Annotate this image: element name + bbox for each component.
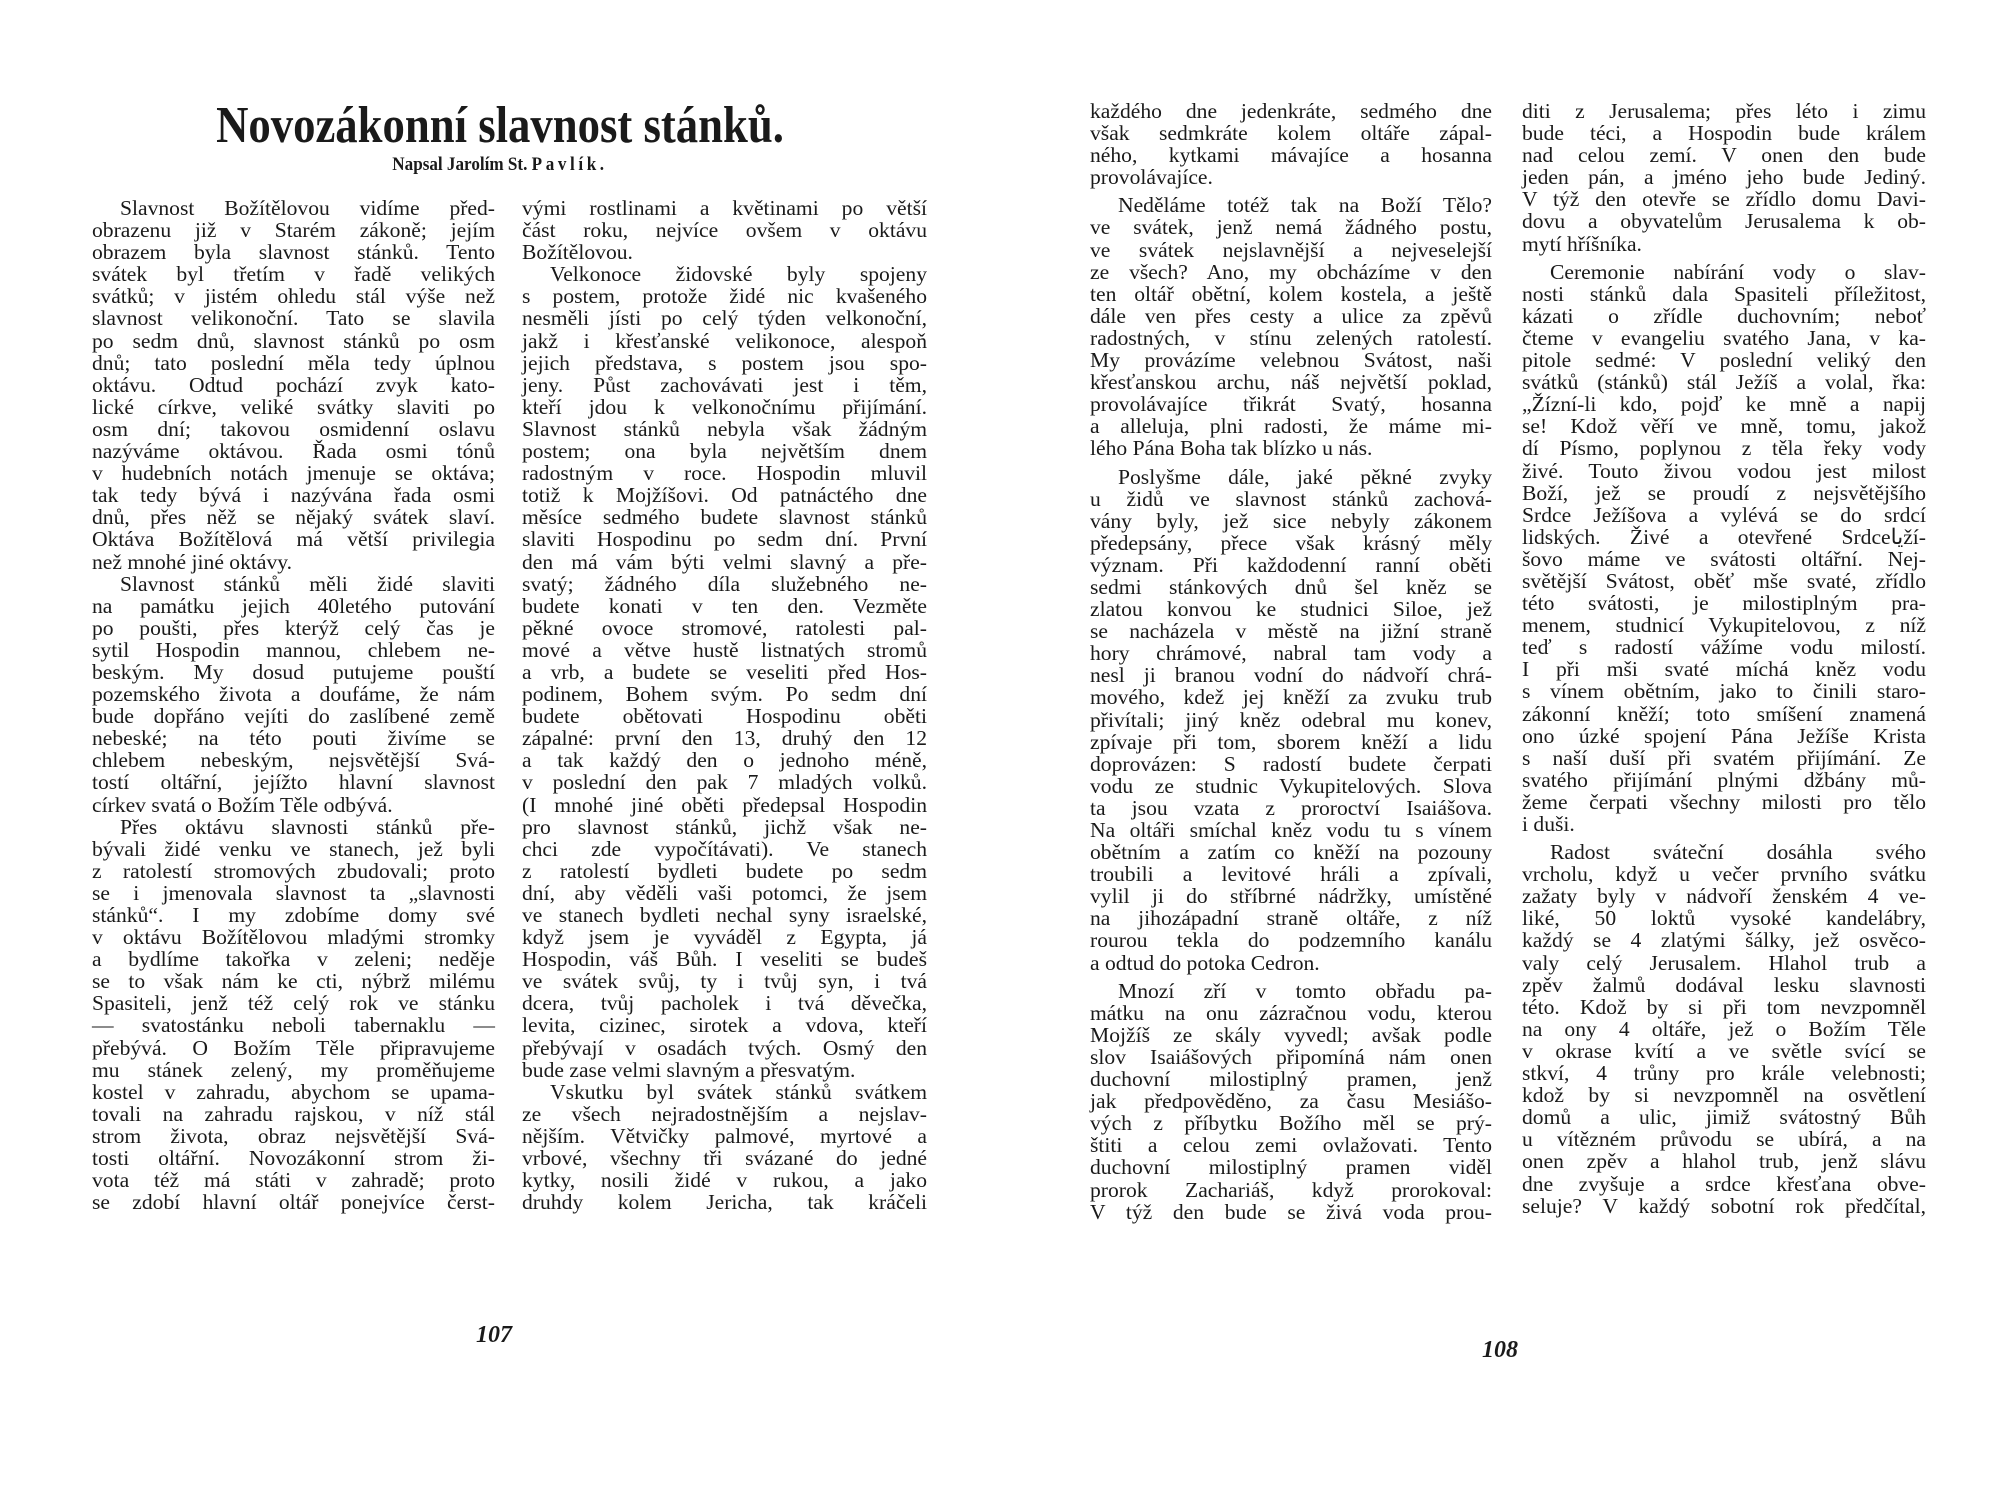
text-line: vota též má státi v zahradě; proto [92,1168,495,1193]
text-line: na jihozápadní straně oltáře, z níž [1090,906,1492,931]
text-line: valy celý Jerusalem. Hlahol trub a [1522,950,1926,975]
text-line: ve stanech bydleti nechal syny israelské, [522,903,927,927]
text-line: lické církve, veliké svátky slaviti po [92,394,495,419]
text-line: s naší duší při svatém přijímání. Ze [1522,745,1926,770]
byline-prefix: Napsal Jarolím St. [392,154,528,175]
text-line: svátek byl třetím v řadě velikých [92,262,495,287]
text-line: menem, studnicí Vykupitelovou, z níž [1522,613,1926,638]
text-line: význam. Při každodenní ranní oběti [1090,552,1492,577]
text-line: bude téci, a Hospodin bude králem [1522,121,1926,146]
text-line: chci zde vypočítávati). Ve stanech [522,836,927,861]
text-line: budete obětovati Hospodinu oběti [522,704,927,729]
text-line: obrazenu již v Starém zákoně; jejím [92,218,495,243]
text-line: s postem, protože židé nic kvašeného [522,284,927,309]
text-line: této. Kdož by si při tom nevzpomněl [1522,994,1926,1019]
text-line: však sedmkráte kolem oltáře zápal- [1090,121,1492,146]
text-line: liké, 50 loktů vysoké kandelábry, [1522,906,1926,931]
text-line: mu stánek zelený, my proměňujeme [92,1057,495,1082]
text-line: a tak každý den o jednoho méně, [522,748,927,773]
page-number: 107 [476,1322,512,1348]
text-line: pro slavnost stánků, jichž však ne- [522,814,927,839]
column-2 [522,197,927,1213]
text-line: se zdobí hlavní oltář ponejvíce čerst- [92,1190,495,1215]
text-line: předepsány, přece však krásný měly [1090,530,1492,555]
text-line: Ceremonie nabírání vody o slav- [1550,259,1926,284]
text-line: jakž i křesťanské velikonoce, alespoň [522,328,927,353]
text-line: teď s radostí vážíme vodu milostí. [1522,635,1926,660]
text-line: vrcholu, když u večer prvního svátku [1522,862,1926,887]
text-line: provolávajíce. [1090,165,1213,190]
text-line: štiti a celou zemi ovlažovati. Tento [1090,1133,1492,1158]
text-line: když jsem je vyváděl z Egypta, já [522,925,927,950]
text-line: Spasiteli, jenž též celý rok ve stánku [92,991,495,1016]
text-line: kázati o zřídle duchovním; neboť [1522,303,1926,328]
text-line: levita, cizinec, sirotek a vdova, kteří [522,1013,927,1038]
text-line: Mojžíš ze skály vyvedl; avšak podle [1090,1022,1492,1047]
text-line: ten oltář obětní, kolem kostela, a ještě [1090,281,1492,306]
text-line: „Žízní-li kdo, pojď ke mně a napij [1522,392,1926,417]
article-title: Novozákonní slavnost stánků. [216,97,784,154]
page-108 [1005,0,2010,1500]
text-line: Velkonoce židovské byly spojeny [550,262,927,287]
text-line: prorok Zachariáš, když prorokoval: [1090,1177,1492,1202]
text-line: ve svátek nejslavnější a nejveselejší [1090,237,1492,262]
column-1 [92,197,495,1213]
text-line: nazýváme oktávou. Řada osmi tónů [92,439,495,464]
text-line: beským. My dosud putujeme pouští [92,659,495,684]
text-line: jeny. Půst zachovávati jest i těm, [522,372,927,397]
text-line: mového, kdež jej kněží za zvuku trub [1090,685,1492,710]
column-4 [1522,100,1926,1217]
text-line: slavnost velikonoční. Tato se slavila [92,306,495,331]
text-line: seluje? V každý sobotní rok předčítal, [1522,1193,1926,1218]
text-line: bývali židé venku ve stanech, jež byli [92,836,495,861]
text-line: v hudebních notách jmenuje se oktáva; [92,461,495,486]
text-line: I při mši svaté míchá kněz vodu [1522,657,1926,682]
text-line: tak tedy bývá i nazývána řada osmi [92,483,495,508]
text-line: nesl ji branou vodní do nádvoří chrá- [1090,663,1492,688]
text-line: světější Svátost, oběť mše svaté, zřídlo [1522,568,1926,593]
text-line: dní, aby věděli vaši potomci, že jsem [522,880,927,905]
text-line: sytil Hospodin mannou, chlebem ne- [92,637,495,662]
text-line: u židů ve slavnost stánků zachová- [1090,486,1492,511]
text-line: duchovní milostiplný pramen, jenž [1090,1067,1492,1092]
text-line: pozemského života a doufáme, že nám [92,682,495,707]
text-line: Slavnost Božítělovou vidíme před- [120,196,495,220]
text-line: ného, kytkami mávajíce a hosanna [1090,143,1492,168]
text-line: dále ven přes cesty a ulice za zpěvů [1090,303,1492,328]
text-line: Vskutku byl svátek stánků svátkem [550,1079,927,1104]
text-line: zlatou konvou ke studnici Siloe, jež [1090,597,1492,622]
text-line: Oktáva Božítělová má větší privilegia [92,527,495,552]
text-line: mátku na onu zázračnou vodu, kterou [1090,1000,1492,1025]
text-line: vány byly, jež sice nebyly zákonem [1090,508,1492,533]
text-line: Hospodin, váš Bůh. I veseliti se budeš [522,947,927,972]
text-line: obrazem byla slavnost stánků. Tento [92,240,495,265]
text-line: tosti oltářní. Novozákonní strom ži- [92,1146,495,1171]
text-line: provolávajíce třikrát Svatý, hosanna [1090,392,1492,417]
text-line: žeme čerpati všechny milosti pro tělo [1522,789,1926,814]
text-line: se to však nám ke cti, nýbrž milému [92,969,495,994]
text-line: troubili a levitové hráli a zpívali, [1090,862,1492,887]
text-line: na památku jejich 40letého putování [92,593,495,618]
text-line: duchovní milostiplný pramen viděl [1090,1155,1492,1180]
text-line: onen zpěv a hlahol trub, jenž slávu [1522,1149,1926,1174]
text-line: slaviti Hospodinu po sedm dní. První [522,527,927,552]
text-line: dí Písmo, poplynou z těla řeky vody [1522,436,1926,461]
text-line: zažaty byly v nádvoří ženském 4 ve- [1522,884,1926,909]
text-line: přebývají v osadách tvých. Osmý den [522,1035,927,1060]
text-line: Na oltáři smíchal kněz vodu tu s vínem [1090,818,1492,842]
text-line: měsíce sedmého budete slavnost stánků [522,505,927,530]
text-line: v oktávu Božítělovou mladými stromky [92,925,495,950]
text-line: lého Pána Boha tak blízko u nás. [1090,436,1373,461]
text-line: tostí oltářní, jejížto hlavní slavnost [92,770,495,795]
text-line: přebývá. O Božím Těle připravujeme [92,1035,495,1060]
text-line: osm dní; takovou osmidenní oslavu [92,416,495,441]
text-line: zpívaje při tom, sborem kněží a lidu [1090,729,1492,754]
text-line: na ony 4 oltáře, jež o Božím Těle [1522,1016,1926,1041]
text-line: oktávu. Odtud pochází zvyk kato- [92,372,495,397]
text-line: křesťanskou archu, náš největší poklad, [1090,370,1492,395]
text-line: tovali na zahradu rajskou, v níž stál [92,1101,495,1126]
text-line: se! Kdož věří ve mně, tomu, jakož [1522,414,1926,439]
text-line: kteří jdou k velkonočnímu přijímání. [522,394,927,419]
text-line: Radost sváteční dosáhla svého [1550,840,1926,865]
text-line: sedmi stánkových dnů šel kněz se [1090,574,1492,599]
text-line: Srdce Ježíšova a vylévá se do srdcí [1522,502,1926,527]
text-line: a vrb, a budete se veseliti před Hos- [522,659,927,684]
text-line: církev svatá o Božím Těle odbývá. [92,792,393,817]
text-line: vylil ji do stříbrné nádržky, umístěné [1090,884,1492,909]
text-line: Boží, jež se proudí z nejsvětějšího [1522,480,1926,505]
text-line: dnů, přes něž se nějaký svátek slaví. [92,505,495,530]
text-line: (I mnohé jiné oběti předepsal Hospodin [522,792,927,817]
text-line: — svatostánku neboli tabernaklu — [92,1013,495,1038]
text-line: ve svátek, jenž nemá žádného postu, [1090,215,1492,240]
text-line: bude zase velmi slavným a přesvatým. [522,1057,856,1082]
text-line: Mnozí zří v tomto obřadu pa- [1118,978,1492,1003]
text-line: každý se 4 zlatými šálky, jež osvěco- [1522,928,1926,953]
text-line: zpěv žalmů dodával lesku slavnosti [1522,972,1926,997]
text-line: Slavnost stánků měli židé slaviti [120,571,495,596]
text-line: z ratolestí bydleti budete po sedm [522,858,927,883]
text-line: svatý; žádného díla služebného ne- [522,571,927,596]
text-line: z ratolestí stromových zbudovali; proto [92,858,495,883]
text-line: ze všech? Ano, my obcházíme v den [1090,259,1492,284]
text-line: domů a ulic, jimiž svátostný Bůh [1522,1105,1926,1130]
text-line: lidských. Živé a otevřené Srdceياží- [1522,524,1926,549]
text-line: nesměli jísti po celý týden velkonoční, [522,306,927,331]
text-line: svátků; v jistém ohledu stál výše než [92,284,495,309]
page-number: 108 [1482,1337,1518,1363]
text-line: po sedm dnů, slavnost stánků po osm [92,328,495,353]
text-line: kdož by si nevzpomněl na osvětlení [1522,1083,1926,1108]
text-line: nějším. Větvičky palmové, myrtové a [522,1123,927,1148]
text-line: stánků“. I my zdobíme domy své [92,903,495,927]
text-line: každého dne jedenkráte, sedmého dne [1090,99,1492,123]
text-line: chlebem nebeským, nejsvětější Svá- [92,748,495,773]
text-line: druhdy kolem Jericha, tak kráčeli [522,1190,927,1215]
text-line: nad celou zemí. V onen den bude [1522,143,1926,168]
text-line: mové a větve hustě listnatých stromů [522,637,927,662]
text-line: stkví, 4 trůny pro krále velebnosti; [1522,1061,1926,1086]
text-line: nebeské; na této pouti živíme se [92,726,495,751]
text-line: se i jmenovala slavnost ta „slavnosti [92,880,495,905]
text-line: ze všech nejradostnějším a nejslav- [522,1101,927,1126]
text-line: jeden pán, a jméno jeho bude Jediný. [1522,165,1926,190]
author-name: Pavlík. [531,154,608,175]
text-line: totiž k Mojžíšovi. Od patnáctého dne [522,483,927,508]
text-line: vodu ze studnic Vykupitelových. Slova [1090,773,1492,798]
text-line: mytí hříšníka. [1522,231,1642,256]
text-line: jak předpověděno, za času Mesiášo- [1090,1089,1492,1114]
text-line: dne zvyšuje a srdce křesťana obve- [1522,1171,1926,1196]
text-line: živé. Touto živou vodou jest milost [1522,458,1926,483]
text-line: Slavnost stánků nebyla však žádným [522,416,927,441]
text-line: zápalné: první den 13, druhý den 12 [522,726,927,751]
text-line: ta jsou vzata z proroctví Isaiášova. [1090,795,1492,820]
text-line: a alleluja, plni radosti, že máme mi- [1090,414,1492,439]
text-line: Neděláme totéž tak na Boží Tělo? [1118,193,1492,218]
text-line: My provázíme velebnou Svátost, naši [1090,348,1492,373]
text-line: se nacházela v městě na jižní straně [1090,619,1492,644]
text-line: kostel v zahradu, abychom se upama- [92,1079,495,1104]
text-line: Přes oktávu slavnosti stánků pře- [120,814,495,839]
text-line: dovu a obyvatelům Jerusalema k ob- [1522,209,1926,234]
text-line: svátků (stánků) stál Ježíš a volal, řka: [1522,370,1926,395]
column-3 [1090,100,1492,1223]
text-line: obětním a zatím co kněží na pozouny [1090,840,1492,865]
text-line: vých z příbytku Božího měl se prý- [1090,1111,1492,1136]
text-line: slov Isaiášových připomíná nám onen [1090,1044,1492,1069]
text-line: a bydlíme takořka v zeleni; neděje [92,947,495,972]
text-line: radostných, v stínu zelených ratolestí. [1090,325,1492,350]
text-line: i duši. [1522,812,1575,836]
text-line: strom života, obraz nejsvětější Svá- [92,1123,495,1148]
text-line: část roku, nejvíce ovšem v oktávu [522,218,927,243]
text-line: přivítali; jiný kněz odebral mu konev, [1090,707,1492,732]
text-line: a odtud do potoka Cedron. [1090,950,1320,975]
text-line: čteme v evangeliu svatého Jana, v ka- [1522,325,1926,350]
text-line: podinem, Bohem svým. Po sedm dní [522,682,927,707]
text-line: V týž den otevře se zřídlo domu Davi- [1522,187,1926,212]
text-line: svatého přijímání plnými džbány mů- [1522,767,1926,792]
text-line: vými rostlinami a květinami po větší [522,196,927,220]
text-line: této svátosti, je milostiplným pra- [1522,591,1926,616]
text-line: diti z Jerusalema; přes léto i zimu [1522,99,1926,123]
text-line: dnů; tato poslední měla tedy úplnou [92,350,495,375]
text-line: rourou tekla do podzemního kanálu [1090,928,1492,953]
text-line: den má vám býti velmi slavný a pře- [522,549,927,574]
byline [185,154,815,176]
text-line: kytky, nosili židé v rukou, a jako [522,1168,927,1193]
text-line: doprovázen: S radostí budete čerpati [1090,751,1492,776]
text-line: než mnohé jiné oktávy. [92,549,293,574]
text-line: postem; ona byla největším dnem [522,439,927,464]
text-line: jejich představa, s postem jsou spo- [522,350,927,375]
text-line: v poslední den pak 7 mladých volků. [522,770,927,795]
text-line: dcera, tvůj pacholek i tvá děvečka, [522,991,927,1016]
text-line: ono úzké spojení Pána Ježíše Krista [1522,723,1926,748]
text-line: v okrase kvítí a ve světle svící se [1522,1038,1926,1063]
text-line: budete konati v ten den. Vezměte [522,593,927,618]
text-line: šovo máme ve svátosti oltářní. Nej- [1522,546,1926,571]
text-line: po poušti, přes kterýž celý čas je [92,615,495,640]
text-line: vrbové, všechny tři svázané do jedné [522,1146,927,1171]
text-line: Poslyšme dále, jaké pěkné zvyky [1118,464,1492,489]
text-line: ve svátek svůj, ty i tvůj syn, i tvá [522,969,927,994]
text-line: nosti stánků dala Spasiteli příležitost, [1522,281,1926,306]
text-line: pěkné ovoce stromové, ratolesti pal- [522,615,927,640]
text-line: V týž den bude se živá voda prou- [1090,1199,1492,1224]
text-line: Božítělovou. [522,240,633,265]
text-line: radostným v roce. Hospodin mluvil [522,461,927,486]
text-line: s vínem obětním, jako to činili staro- [1522,679,1926,704]
text-line: hory chrámové, nabral tam vody a [1090,641,1492,666]
text-line: bude dopřáno vejíti do zaslíbené země [92,704,495,729]
text-line: zákonní kněží; toto smíšení znamená [1522,701,1926,726]
text-line: u vítězném průvodu se ubírá, a na [1522,1127,1926,1152]
text-line: pitole sedmé: V poslední veliký den [1522,348,1926,373]
